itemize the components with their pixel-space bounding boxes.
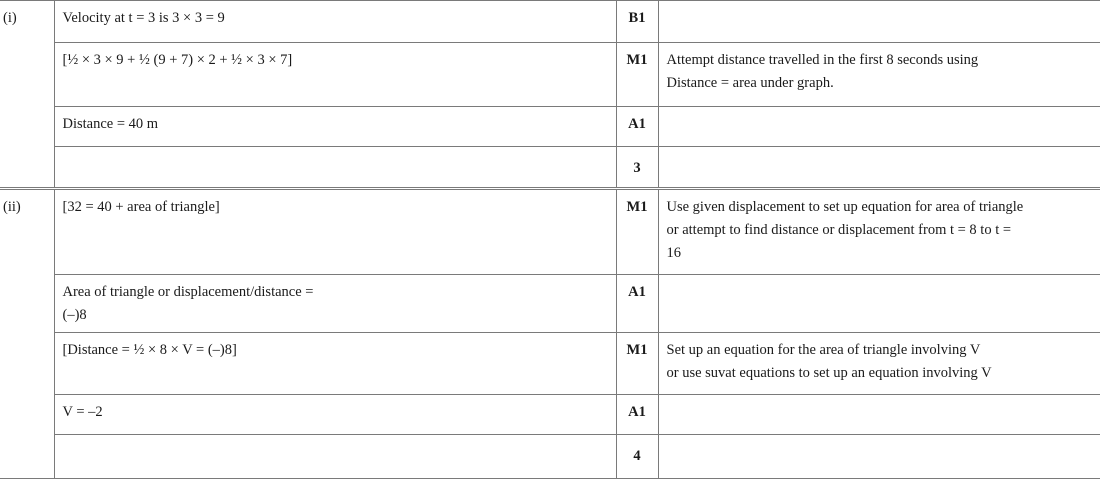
table-row (0, 333, 1100, 395)
total-mark-cell: 4 (616, 435, 658, 479)
guidance-cell: Attempt distance travelled in the first 8 seconds using Distance = area under graph. (658, 43, 1100, 107)
mark-cell: A1 (616, 395, 658, 435)
total-mark-cell: 3 (616, 147, 658, 189)
answer-cell: Velocity at t = 3 is 3 × 3 = 9 (54, 1, 616, 43)
guidance-cell: Use given displacement to set up equation for area of triangle or attempt to find distance or displacement from t = 8 to t = 16 (658, 189, 1100, 275)
guidance-cell (658, 435, 1100, 479)
answer-cell: [32 = 40 + area of triangle] (54, 189, 616, 275)
mark-cell: A1 (616, 275, 658, 333)
answer-cell: [½ × 3 × 9 + ½ (9 + 7) × 2 + ½ × 3 × 7] (54, 43, 616, 107)
part-label: (ii) (0, 189, 54, 479)
guidance-cell (658, 147, 1100, 189)
answer-cell (54, 435, 616, 479)
table-row (0, 1, 1100, 43)
table-row (0, 107, 1100, 147)
answer-cell: Distance = 40 m (54, 107, 616, 147)
guidance-cell: Set up an equation for the area of triangle involving V or use suvat equations to set up an equation involving V (658, 333, 1100, 395)
table-row (0, 147, 1100, 189)
mark-cell: M1 (616, 43, 658, 107)
table-row (0, 435, 1100, 479)
guidance-cell (658, 275, 1100, 333)
guidance-cell (658, 107, 1100, 147)
guidance-cell (658, 1, 1100, 43)
answer-cell: [Distance = ½ × 8 × V = (–)8] (54, 333, 616, 395)
table-row (0, 395, 1100, 435)
answer-cell (54, 147, 616, 189)
mark-cell: B1 (616, 1, 658, 43)
table-row (0, 43, 1100, 107)
part-label: (i) (0, 1, 54, 189)
answer-cell: Area of triangle or displacement/distance = (–)8 (54, 275, 616, 333)
mark-cell: M1 (616, 189, 658, 275)
answer-cell: V = –2 (54, 395, 616, 435)
table-row (0, 275, 1100, 333)
guidance-cell (658, 395, 1100, 435)
table-row (0, 189, 1100, 275)
mark-cell: A1 (616, 107, 658, 147)
mark-cell: M1 (616, 333, 658, 395)
